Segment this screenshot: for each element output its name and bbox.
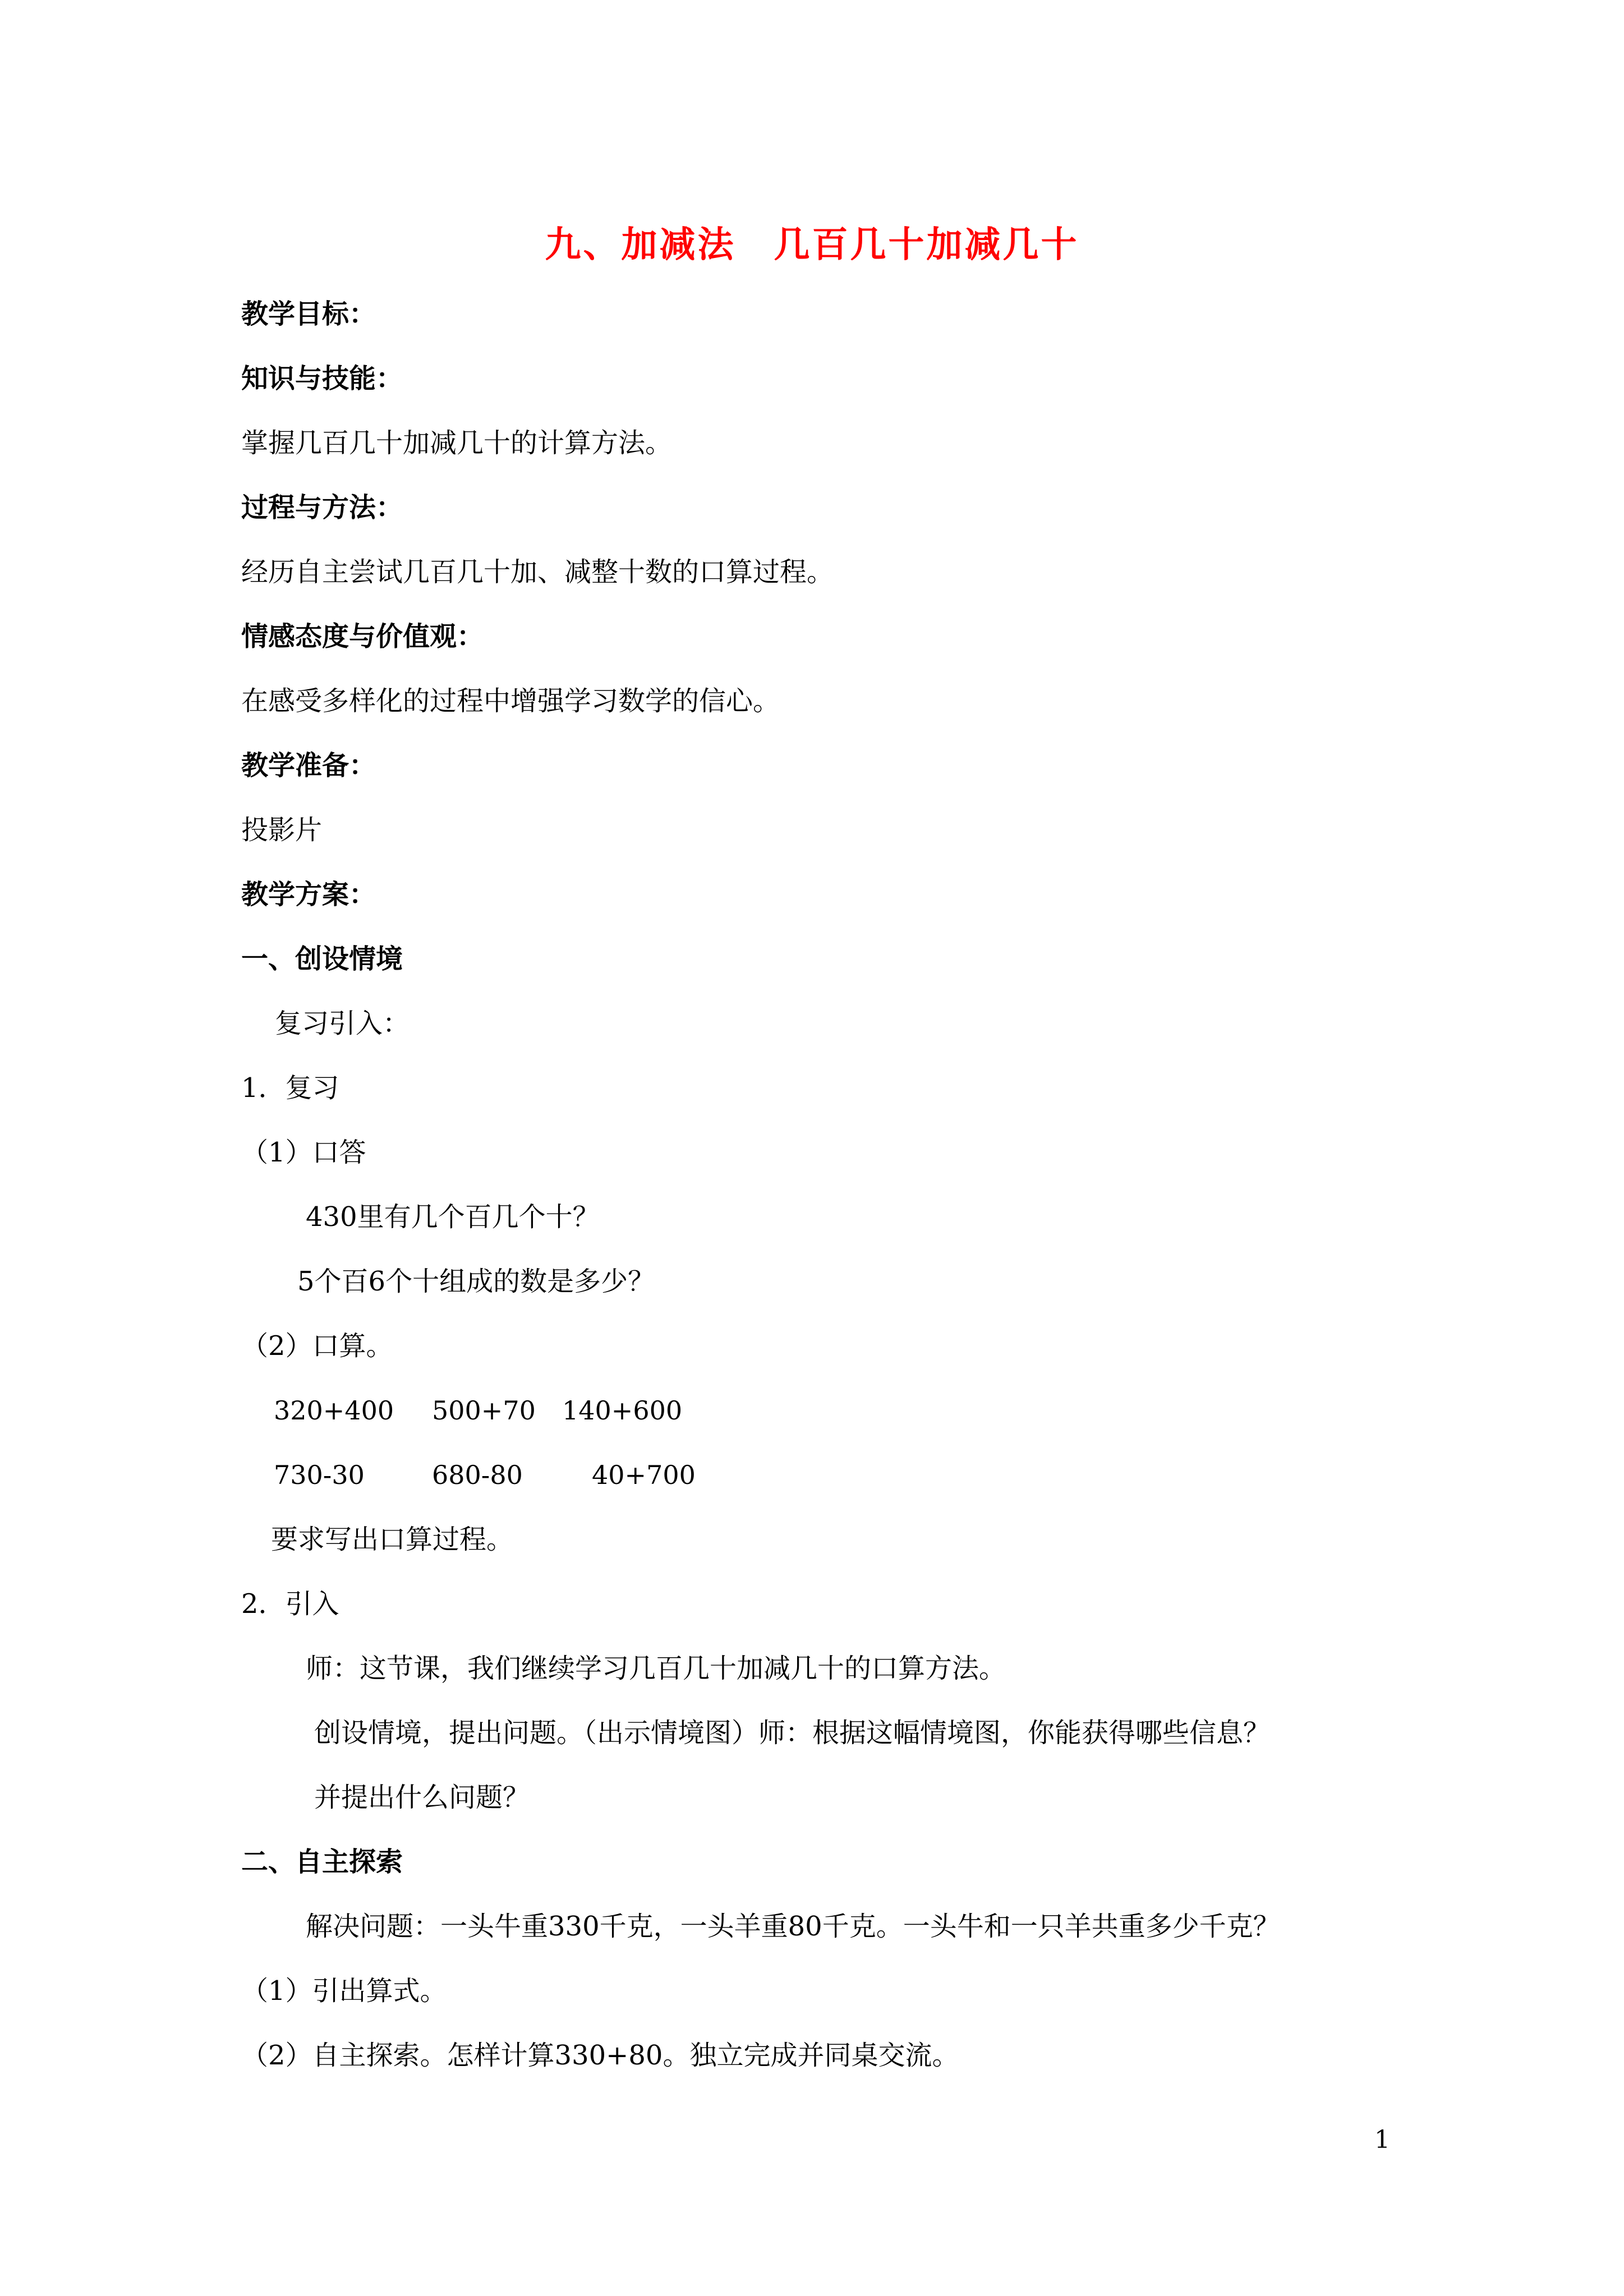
calc-item: 40+700 [592, 1460, 696, 1490]
question-1: 430里有几个百几个十？ [306, 1201, 600, 1233]
sub-2-mental-calc: （2）口算。 [241, 1330, 393, 1362]
process-text: 经历自主尝试几百几十加、减整十数的口算过程。 [241, 556, 834, 588]
requirement-text: 要求写出口算过程。 [271, 1524, 514, 1555]
calc-item: 140+600 [562, 1395, 683, 1426]
preparation-text: 投影片 [241, 814, 323, 846]
question-line: 并提出什么问题？ [314, 1782, 530, 1813]
review-intro: 复习引入： [275, 1008, 410, 1039]
heading-emotion-values: 情感态度与价值观： [241, 621, 484, 652]
calc-item: 680-80 [432, 1460, 523, 1490]
heading-process-method: 过程与方法： [241, 492, 403, 523]
heading-knowledge-skill: 知识与技能： [241, 363, 403, 394]
emotion-text: 在感受多样化的过程中增强学习数学的信心。 [241, 685, 780, 717]
page-number: 1 [1374, 2126, 1390, 2154]
scene-line: 创设情境，提出问题。（出示情境图）师：根据这幅情境图，你能获得哪些信息？ [314, 1717, 1271, 1749]
teacher-line: 师：这节课，我们继续学习几百几十加减几十的口算方法。 [306, 1653, 1006, 1684]
sub-1-oral-answer: （1）口答 [241, 1137, 366, 1168]
item-1-review: 1．复习 [241, 1072, 339, 1104]
document-title: 九、加减法 几百几十加减几十 [545, 224, 1079, 266]
calc-item: 730-30 [274, 1460, 365, 1490]
question-2: 5个百6个十组成的数是多少？ [297, 1266, 655, 1297]
sub-3-derive-formula: （1）引出算式。 [241, 1975, 447, 2007]
calc-item: 320+400 [274, 1395, 394, 1426]
part1-title: 一、创设情境 [241, 943, 403, 975]
knowledge-text: 掌握几百几十加减几十的计算方法。 [241, 427, 673, 459]
heading-plan: 教学方案： [241, 879, 376, 910]
sub-4-self-explore: （2）自主探索。怎样计算330+80。独立完成并同桌交流。 [241, 2040, 959, 2071]
item-2-intro: 2．引入 [241, 1588, 339, 1620]
solve-line: 解决问题：一头牛重330千克，一头羊重80千克。一头牛和一只羊共重多少千克？ [306, 1911, 1280, 1942]
heading-preparation: 教学准备： [241, 750, 376, 781]
heading-teaching-goal: 教学目标： [241, 298, 376, 330]
part2-title: 二、自主探索 [241, 1846, 403, 1878]
calc-item: 500+70 [432, 1395, 536, 1426]
